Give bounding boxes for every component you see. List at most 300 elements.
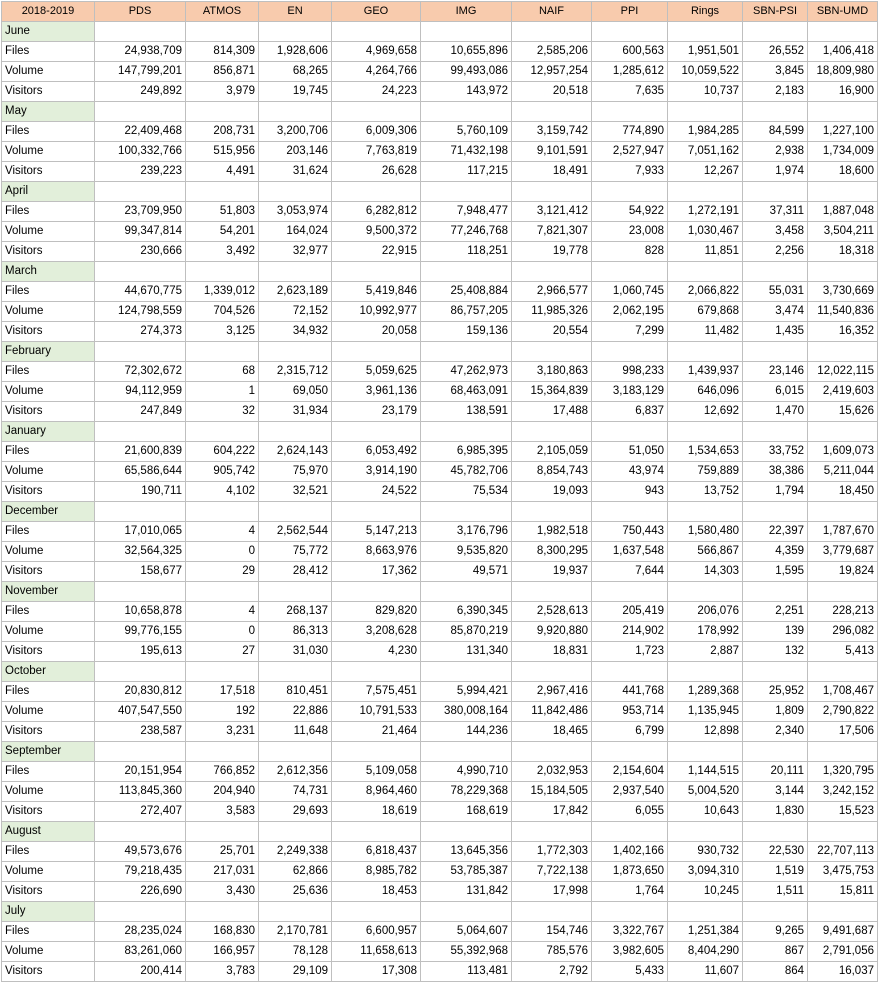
data-cell[interactable]: 2,967,416 [512,682,592,702]
empty-cell[interactable] [668,742,743,762]
data-cell[interactable]: 26,552 [743,42,808,62]
data-cell[interactable]: 2,340 [743,722,808,742]
data-cell[interactable]: 8,854,743 [512,462,592,482]
data-cell[interactable]: 2,251 [743,602,808,622]
data-cell[interactable]: 3,982,605 [592,942,668,962]
row-label[interactable]: Visitors [2,802,95,822]
row-label[interactable]: Volume [2,462,95,482]
data-cell[interactable]: 9,101,591 [512,142,592,162]
empty-cell[interactable] [808,262,878,282]
data-cell[interactable]: 7,051,162 [668,142,743,162]
data-cell[interactable]: 1,251,384 [668,922,743,942]
data-cell[interactable]: 930,732 [668,842,743,862]
data-cell[interactable]: 4,264,766 [332,62,421,82]
data-cell[interactable]: 208,731 [186,122,259,142]
empty-cell[interactable] [808,662,878,682]
data-cell[interactable]: 3,492 [186,242,259,262]
empty-cell[interactable] [743,342,808,362]
data-cell[interactable]: 192 [186,702,259,722]
data-cell[interactable]: 1,809 [743,702,808,722]
month-label[interactable]: June [2,22,95,42]
empty-cell[interactable] [808,502,878,522]
data-cell[interactable]: 144,236 [421,722,512,742]
data-cell[interactable]: 2,562,544 [259,522,332,542]
data-cell[interactable]: 75,534 [421,482,512,502]
data-cell[interactable]: 49,571 [421,562,512,582]
empty-cell[interactable] [95,902,186,922]
data-cell[interactable]: 131,340 [421,642,512,662]
data-cell[interactable]: 18,619 [332,802,421,822]
data-cell[interactable]: 10,059,522 [668,62,743,82]
row-label[interactable]: Visitors [2,882,95,902]
empty-cell[interactable] [743,262,808,282]
data-cell[interactable]: 19,824 [808,562,878,582]
data-cell[interactable]: 168,619 [421,802,512,822]
data-cell[interactable]: 1,974 [743,162,808,182]
empty-cell[interactable] [332,22,421,42]
data-cell[interactable]: 6,837 [592,402,668,422]
empty-cell[interactable] [186,102,259,122]
data-cell[interactable]: 53,785,387 [421,862,512,882]
data-cell[interactable]: 953,714 [592,702,668,722]
empty-cell[interactable] [668,662,743,682]
data-cell[interactable]: 226,690 [95,882,186,902]
data-cell[interactable]: 74,731 [259,782,332,802]
empty-cell[interactable] [668,22,743,42]
empty-cell[interactable] [512,422,592,442]
data-cell[interactable]: 16,352 [808,322,878,342]
data-cell[interactable]: 1,951,501 [668,42,743,62]
empty-cell[interactable] [186,182,259,202]
empty-cell[interactable] [332,742,421,762]
empty-cell[interactable] [808,582,878,602]
data-cell[interactable]: 100,332,766 [95,142,186,162]
empty-cell[interactable] [512,902,592,922]
data-cell[interactable]: 38,386 [743,462,808,482]
empty-cell[interactable] [421,582,512,602]
data-cell[interactable]: 5,433 [592,962,668,982]
empty-cell[interactable] [95,582,186,602]
data-cell[interactable]: 94,112,959 [95,382,186,402]
data-cell[interactable]: 230,666 [95,242,186,262]
data-cell[interactable]: 3,583 [186,802,259,822]
data-cell[interactable]: 37,311 [743,202,808,222]
empty-cell[interactable] [332,102,421,122]
data-cell[interactable]: 1,787,670 [808,522,878,542]
data-cell[interactable]: 28,412 [259,562,332,582]
data-cell[interactable]: 2,887 [668,642,743,662]
data-cell[interactable]: 22,409,468 [95,122,186,142]
data-cell[interactable]: 1,764 [592,882,668,902]
data-cell[interactable]: 99,776,155 [95,622,186,642]
data-cell[interactable]: 380,008,164 [421,702,512,722]
empty-cell[interactable] [421,22,512,42]
data-cell[interactable]: 9,265 [743,922,808,942]
empty-cell[interactable] [743,22,808,42]
data-cell[interactable]: 19,093 [512,482,592,502]
month-label[interactable]: March [2,262,95,282]
empty-cell[interactable] [332,502,421,522]
data-cell[interactable]: 17,998 [512,882,592,902]
empty-cell[interactable] [512,582,592,602]
empty-cell[interactable] [332,262,421,282]
data-cell[interactable]: 750,443 [592,522,668,542]
data-cell[interactable]: 4 [186,602,259,622]
data-cell[interactable]: 407,547,550 [95,702,186,722]
empty-cell[interactable] [332,342,421,362]
row-label[interactable]: Volume [2,942,95,962]
data-cell[interactable]: 19,778 [512,242,592,262]
empty-cell[interactable] [592,182,668,202]
column-header[interactable]: 2018-2019 [2,2,95,22]
data-cell[interactable]: 143,972 [421,82,512,102]
data-cell[interactable]: 1,320,795 [808,762,878,782]
data-cell[interactable]: 49,573,676 [95,842,186,862]
data-cell[interactable]: 6,282,812 [332,202,421,222]
data-cell[interactable]: 12,692 [668,402,743,422]
data-cell[interactable]: 2,256 [743,242,808,262]
empty-cell[interactable] [259,262,332,282]
data-cell[interactable]: 45,782,706 [421,462,512,482]
data-cell[interactable]: 11,607 [668,962,743,982]
data-cell[interactable]: 239,223 [95,162,186,182]
empty-cell[interactable] [332,582,421,602]
empty-cell[interactable] [186,742,259,762]
row-label[interactable]: Volume [2,142,95,162]
data-cell[interactable]: 998,233 [592,362,668,382]
data-cell[interactable]: 22,530 [743,842,808,862]
empty-cell[interactable] [186,662,259,682]
empty-cell[interactable] [592,342,668,362]
data-cell[interactable]: 604,222 [186,442,259,462]
data-cell[interactable]: 29,693 [259,802,332,822]
data-cell[interactable]: 9,491,687 [808,922,878,942]
empty-cell[interactable] [512,262,592,282]
data-cell[interactable]: 13,645,356 [421,842,512,862]
data-cell[interactable]: 1,227,100 [808,122,878,142]
data-cell[interactable]: 11,658,613 [332,942,421,962]
data-cell[interactable]: 1,339,012 [186,282,259,302]
data-cell[interactable]: 11,540,836 [808,302,878,322]
data-cell[interactable]: 6,818,437 [332,842,421,862]
data-cell[interactable]: 10,791,533 [332,702,421,722]
row-label[interactable]: Files [2,442,95,462]
column-header[interactable]: Rings [668,2,743,22]
empty-cell[interactable] [421,902,512,922]
data-cell[interactable]: 646,096 [668,382,743,402]
empty-cell[interactable] [421,102,512,122]
data-cell[interactable]: 18,318 [808,242,878,262]
data-cell[interactable]: 20,518 [512,82,592,102]
data-cell[interactable]: 6,390,345 [421,602,512,622]
data-cell[interactable]: 856,871 [186,62,259,82]
data-cell[interactable]: 1,272,191 [668,202,743,222]
data-cell[interactable]: 1,637,548 [592,542,668,562]
empty-cell[interactable] [512,182,592,202]
row-label[interactable]: Volume [2,542,95,562]
data-cell[interactable]: 4 [186,522,259,542]
data-cell[interactable]: 0 [186,542,259,562]
data-cell[interactable]: 7,933 [592,162,668,182]
row-label[interactable]: Files [2,522,95,542]
data-cell[interactable]: 10,643 [668,802,743,822]
data-cell[interactable]: 77,246,768 [421,222,512,242]
data-cell[interactable]: 1,772,303 [512,842,592,862]
empty-cell[interactable] [186,822,259,842]
data-cell[interactable]: 1,873,650 [592,862,668,882]
data-cell[interactable]: 5,994,421 [421,682,512,702]
empty-cell[interactable] [808,902,878,922]
empty-cell[interactable] [95,742,186,762]
data-cell[interactable]: 17,518 [186,682,259,702]
data-cell[interactable]: 4,990,710 [421,762,512,782]
data-cell[interactable]: 1,595 [743,562,808,582]
data-cell[interactable]: 32,977 [259,242,332,262]
data-cell[interactable]: 6,799 [592,722,668,742]
data-cell[interactable]: 17,308 [332,962,421,982]
data-cell[interactable]: 22,886 [259,702,332,722]
data-cell[interactable]: 1,285,612 [592,62,668,82]
data-cell[interactable]: 274,373 [95,322,186,342]
data-cell[interactable]: 5,059,625 [332,362,421,382]
data-cell[interactable]: 7,763,819 [332,142,421,162]
empty-cell[interactable] [668,502,743,522]
data-cell[interactable]: 16,037 [808,962,878,982]
data-cell[interactable]: 5,413 [808,642,878,662]
row-label[interactable]: Visitors [2,402,95,422]
data-cell[interactable]: 17,488 [512,402,592,422]
empty-cell[interactable] [668,902,743,922]
data-cell[interactable]: 6,985,395 [421,442,512,462]
data-cell[interactable]: 10,245 [668,882,743,902]
empty-cell[interactable] [259,342,332,362]
data-cell[interactable]: 19,745 [259,82,332,102]
data-cell[interactable]: 1,060,745 [592,282,668,302]
data-cell[interactable]: 85,870,219 [421,622,512,642]
data-cell[interactable]: 2,790,822 [808,702,878,722]
empty-cell[interactable] [668,102,743,122]
data-cell[interactable]: 23,008 [592,222,668,242]
data-cell[interactable]: 5,147,213 [332,522,421,542]
data-cell[interactable]: 4,969,658 [332,42,421,62]
data-cell[interactable]: 18,600 [808,162,878,182]
row-label[interactable]: Files [2,122,95,142]
data-cell[interactable]: 24,223 [332,82,421,102]
data-cell[interactable]: 1 [186,382,259,402]
data-cell[interactable]: 249,892 [95,82,186,102]
data-cell[interactable]: 2,315,712 [259,362,332,382]
data-cell[interactable]: 18,465 [512,722,592,742]
data-cell[interactable]: 164,024 [259,222,332,242]
empty-cell[interactable] [808,102,878,122]
empty-cell[interactable] [743,422,808,442]
data-cell[interactable]: 86,313 [259,622,332,642]
empty-cell[interactable] [259,102,332,122]
data-cell[interactable]: 75,970 [259,462,332,482]
data-cell[interactable]: 7,644 [592,562,668,582]
column-header[interactable]: IMG [421,2,512,22]
empty-cell[interactable] [95,822,186,842]
row-label[interactable]: Visitors [2,642,95,662]
empty-cell[interactable] [421,502,512,522]
month-label[interactable]: May [2,102,95,122]
empty-cell[interactable] [808,822,878,842]
data-cell[interactable]: 13,752 [668,482,743,502]
data-cell[interactable]: 84,599 [743,122,808,142]
empty-cell[interactable] [808,742,878,762]
empty-cell[interactable] [259,182,332,202]
column-header[interactable]: PDS [95,2,186,22]
data-cell[interactable]: 217,031 [186,862,259,882]
empty-cell[interactable] [592,742,668,762]
empty-cell[interactable] [743,582,808,602]
data-cell[interactable]: 2,938 [743,142,808,162]
empty-cell[interactable] [512,742,592,762]
data-cell[interactable]: 33,752 [743,442,808,462]
data-cell[interactable]: 766,852 [186,762,259,782]
empty-cell[interactable] [95,102,186,122]
data-cell[interactable]: 78,128 [259,942,332,962]
column-header[interactable]: PPI [592,2,668,22]
data-cell[interactable]: 1,519 [743,862,808,882]
data-cell[interactable]: 268,137 [259,602,332,622]
empty-cell[interactable] [186,22,259,42]
month-label[interactable]: September [2,742,95,762]
data-cell[interactable]: 65,586,644 [95,462,186,482]
data-cell[interactable]: 6,600,957 [332,922,421,942]
data-cell[interactable]: 1,982,518 [512,522,592,542]
data-cell[interactable]: 147,799,201 [95,62,186,82]
data-cell[interactable]: 158,677 [95,562,186,582]
data-cell[interactable]: 113,845,360 [95,782,186,802]
data-cell[interactable]: 34,932 [259,322,332,342]
empty-cell[interactable] [332,662,421,682]
data-cell[interactable]: 25,408,884 [421,282,512,302]
data-cell[interactable]: 12,898 [668,722,743,742]
data-cell[interactable]: 131,842 [421,882,512,902]
data-cell[interactable]: 1,511 [743,882,808,902]
data-cell[interactable]: 441,768 [592,682,668,702]
data-cell[interactable]: 3,200,706 [259,122,332,142]
data-cell[interactable]: 3,474 [743,302,808,322]
data-cell[interactable]: 4,491 [186,162,259,182]
row-label[interactable]: Visitors [2,962,95,982]
empty-cell[interactable] [421,262,512,282]
data-cell[interactable]: 5,211,044 [808,462,878,482]
data-cell[interactable]: 7,948,477 [421,202,512,222]
data-cell[interactable]: 25,636 [259,882,332,902]
data-cell[interactable]: 54,201 [186,222,259,242]
data-cell[interactable]: 17,506 [808,722,878,742]
data-cell[interactable]: 905,742 [186,462,259,482]
empty-cell[interactable] [808,182,878,202]
row-label[interactable]: Files [2,922,95,942]
data-cell[interactable]: 2,585,206 [512,42,592,62]
empty-cell[interactable] [668,342,743,362]
empty-cell[interactable] [259,22,332,42]
data-cell[interactable]: 22,915 [332,242,421,262]
data-cell[interactable]: 203,146 [259,142,332,162]
empty-cell[interactable] [743,102,808,122]
empty-cell[interactable] [259,822,332,842]
data-cell[interactable]: 864 [743,962,808,982]
data-cell[interactable]: 21,464 [332,722,421,742]
data-cell[interactable]: 3,779,687 [808,542,878,562]
data-cell[interactable]: 3,504,211 [808,222,878,242]
row-label[interactable]: Volume [2,302,95,322]
data-cell[interactable]: 18,809,980 [808,62,878,82]
data-cell[interactable]: 200,414 [95,962,186,982]
data-cell[interactable]: 2,792 [512,962,592,982]
data-cell[interactable]: 704,526 [186,302,259,322]
empty-cell[interactable] [743,902,808,922]
data-cell[interactable]: 6,055 [592,802,668,822]
data-cell[interactable]: 159,136 [421,322,512,342]
empty-cell[interactable] [512,822,592,842]
data-cell[interactable]: 68 [186,362,259,382]
data-cell[interactable]: 9,535,820 [421,542,512,562]
data-cell[interactable]: 11,482 [668,322,743,342]
empty-cell[interactable] [512,662,592,682]
empty-cell[interactable] [592,22,668,42]
data-cell[interactable]: 2,183 [743,82,808,102]
data-cell[interactable]: 20,554 [512,322,592,342]
data-cell[interactable]: 1,402,166 [592,842,668,862]
empty-cell[interactable] [512,102,592,122]
data-cell[interactable]: 2,623,189 [259,282,332,302]
empty-cell[interactable] [186,902,259,922]
data-cell[interactable]: 44,670,775 [95,282,186,302]
data-cell[interactable]: 10,658,878 [95,602,186,622]
data-cell[interactable]: 3,961,136 [332,382,421,402]
data-cell[interactable]: 15,811 [808,882,878,902]
data-cell[interactable]: 943 [592,482,668,502]
empty-cell[interactable] [95,22,186,42]
data-cell[interactable]: 71,432,198 [421,142,512,162]
empty-cell[interactable] [421,822,512,842]
data-cell[interactable]: 26,628 [332,162,421,182]
data-cell[interactable]: 11,648 [259,722,332,742]
data-cell[interactable]: 14,303 [668,562,743,582]
empty-cell[interactable] [95,182,186,202]
empty-cell[interactable] [421,342,512,362]
empty-cell[interactable] [332,822,421,842]
data-cell[interactable]: 10,992,977 [332,302,421,322]
empty-cell[interactable] [332,902,421,922]
data-cell[interactable]: 4,359 [743,542,808,562]
data-cell[interactable]: 17,362 [332,562,421,582]
empty-cell[interactable] [259,502,332,522]
empty-cell[interactable] [95,422,186,442]
data-cell[interactable]: 11,851 [668,242,743,262]
column-header[interactable]: GEO [332,2,421,22]
month-label[interactable]: February [2,342,95,362]
data-cell[interactable]: 11,842,486 [512,702,592,722]
empty-cell[interactable] [743,502,808,522]
data-cell[interactable]: 83,261,060 [95,942,186,962]
empty-cell[interactable] [259,582,332,602]
data-cell[interactable]: 20,830,812 [95,682,186,702]
data-cell[interactable]: 3,231 [186,722,259,742]
data-cell[interactable]: 1,289,368 [668,682,743,702]
data-cell[interactable]: 31,624 [259,162,332,182]
row-label[interactable]: Volume [2,862,95,882]
data-cell[interactable]: 0 [186,622,259,642]
row-label[interactable]: Volume [2,702,95,722]
data-cell[interactable]: 1,984,285 [668,122,743,142]
row-label[interactable]: Visitors [2,722,95,742]
empty-cell[interactable] [421,662,512,682]
